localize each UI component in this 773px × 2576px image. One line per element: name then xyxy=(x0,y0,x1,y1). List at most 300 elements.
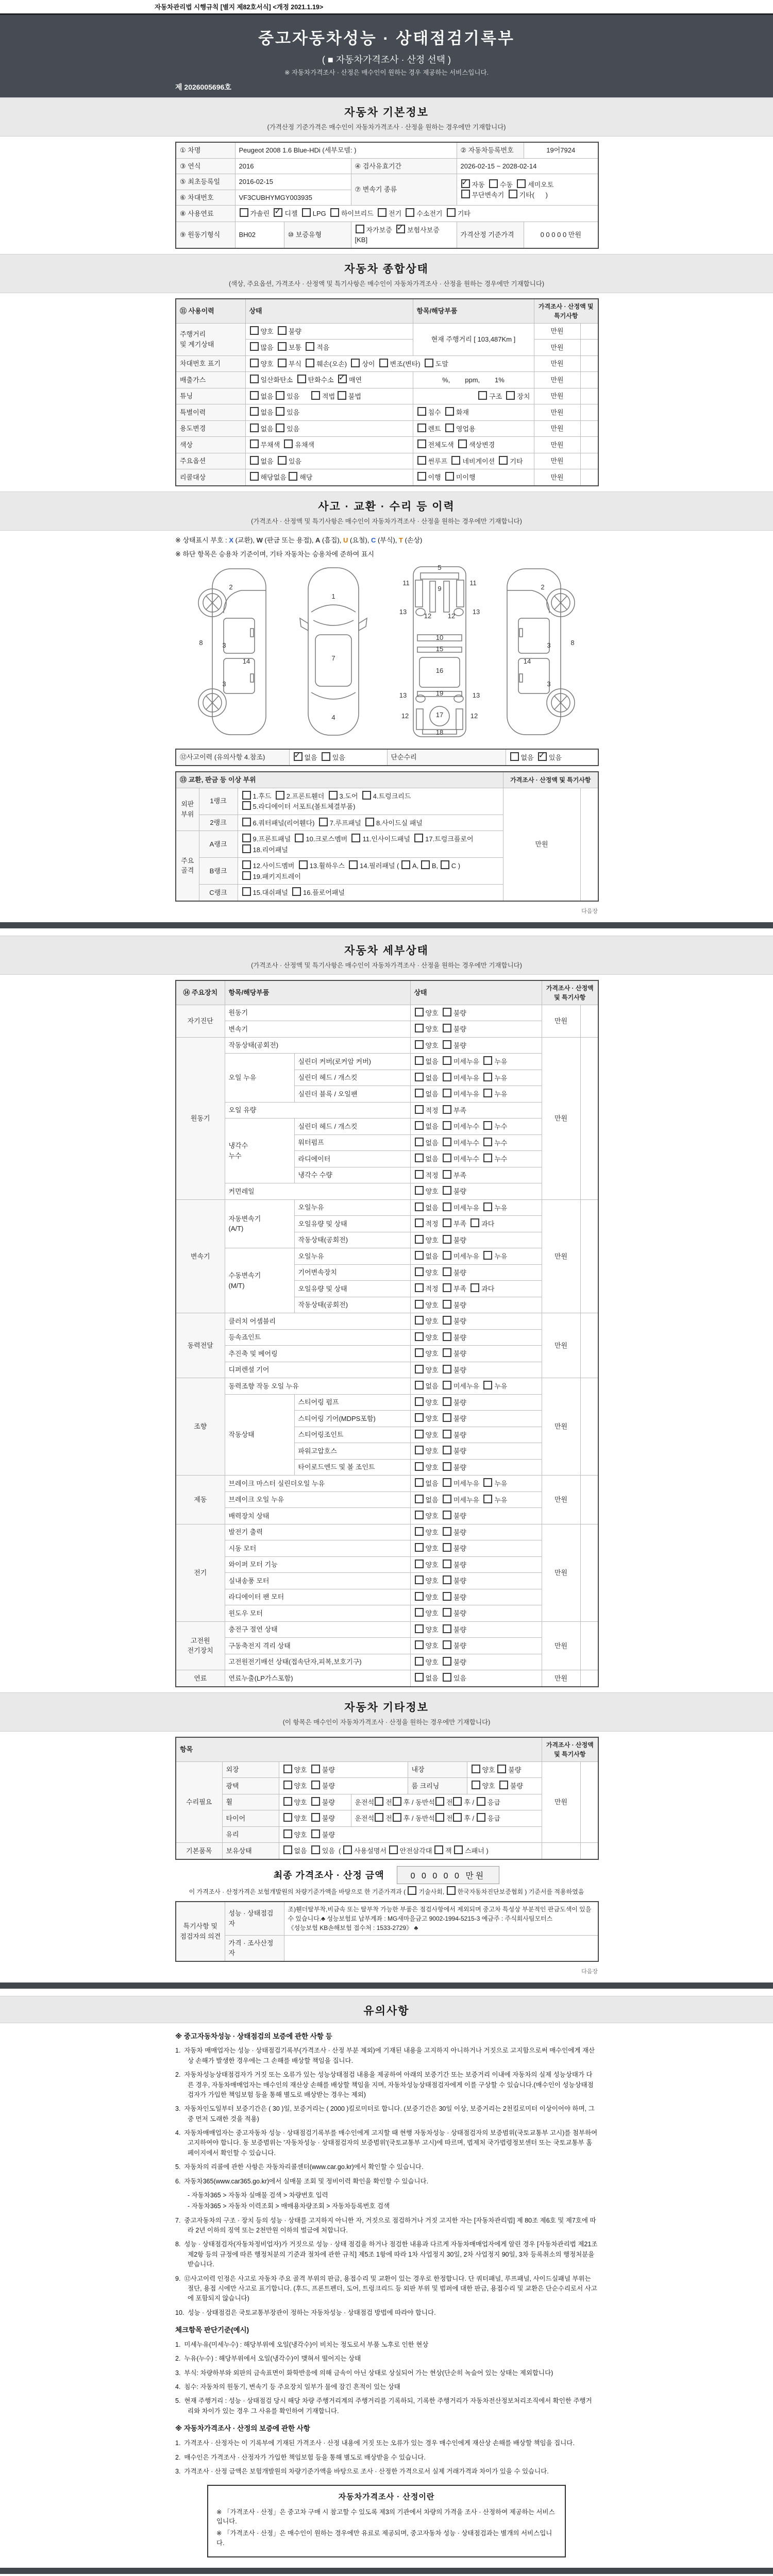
value-cell: 만원 xyxy=(534,469,580,486)
value-cell: 수동변속기 (M/T) xyxy=(225,1248,294,1313)
value-cell: 양호 불량 xyxy=(279,1794,351,1810)
checkbox-unchecked[interactable] xyxy=(250,423,259,432)
panel-number-label: 12 xyxy=(470,711,478,720)
value-cell: ✓ 없음 있음 xyxy=(289,749,387,766)
checkbox-unchecked[interactable] xyxy=(415,1300,424,1309)
checkbox-unchecked[interactable] xyxy=(242,860,251,869)
notice-item: 3. 부식: 차량하부와 외판의 금속표면이 화학반응에 의해 금속이 아닌 상태로 상실되어 가는 현상(단순히 녹슬어 있는 상태는 제외합니다) xyxy=(175,2369,553,2377)
panel-number-label: 10 xyxy=(436,633,444,641)
checkbox-unchecked[interactable] xyxy=(242,844,251,853)
checkbox-unchecked[interactable] xyxy=(415,1527,424,1536)
value-cell: 양호 불량 xyxy=(467,1778,542,1794)
checkbox-unchecked[interactable] xyxy=(240,208,248,217)
row-label-cell: C랭크 xyxy=(199,885,238,901)
checkbox-unchecked[interactable] xyxy=(322,752,330,761)
checkbox-unchecked[interactable] xyxy=(415,1511,424,1519)
checkbox-unchecked[interactable] xyxy=(454,1845,463,1854)
table-row xyxy=(176,1573,598,1589)
checkbox-unchecked[interactable] xyxy=(497,1765,506,1773)
checkbox-unchecked[interactable] xyxy=(417,407,426,416)
checkbox-unchecked[interactable] xyxy=(443,1511,451,1519)
checkbox-unchecked[interactable] xyxy=(443,1657,451,1666)
checkbox-unchecked[interactable] xyxy=(489,179,498,188)
checkbox-unchecked[interactable] xyxy=(250,342,259,351)
checkbox-unchecked[interactable] xyxy=(443,1170,451,1179)
checkbox-unchecked[interactable] xyxy=(443,1413,451,1422)
value-cell: 파워고압호스 xyxy=(294,1443,410,1460)
checkbox-unchecked[interactable] xyxy=(415,1365,424,1374)
checkbox-unchecked[interactable] xyxy=(415,1316,424,1325)
checkbox-unchecked[interactable] xyxy=(393,1813,401,1822)
checkbox-unchecked[interactable] xyxy=(415,1056,424,1065)
value-cell xyxy=(580,1476,598,1524)
table-row xyxy=(176,1508,598,1524)
checkbox-unchecked[interactable] xyxy=(415,1105,424,1114)
checkbox-unchecked[interactable] xyxy=(278,342,287,351)
checkbox-unchecked[interactable] xyxy=(242,791,251,800)
checkbox-unchecked[interactable] xyxy=(443,1073,451,1081)
value-cell xyxy=(580,388,598,404)
checkbox-unchecked[interactable] xyxy=(443,1397,451,1406)
checkbox-unchecked[interactable] xyxy=(443,1267,451,1276)
checkbox-unchecked[interactable] xyxy=(443,1673,451,1682)
checkbox-unchecked[interactable] xyxy=(276,423,284,432)
checkbox-unchecked[interactable] xyxy=(311,1845,320,1854)
checkbox-unchecked[interactable] xyxy=(415,1413,424,1422)
checkbox-checked[interactable] xyxy=(274,208,282,217)
checkbox-unchecked[interactable] xyxy=(351,359,360,367)
checkbox-unchecked[interactable] xyxy=(330,208,339,217)
checkbox-unchecked[interactable] xyxy=(443,1089,451,1097)
checkbox-unchecked[interactable] xyxy=(435,1797,444,1806)
checkbox-unchecked[interactable] xyxy=(425,359,433,367)
checkbox-unchecked[interactable] xyxy=(415,1040,424,1049)
checkbox-unchecked[interactable] xyxy=(276,407,284,416)
checkbox-unchecked[interactable] xyxy=(445,472,454,481)
checkbox-unchecked[interactable] xyxy=(311,1829,320,1838)
checkbox-unchecked[interactable] xyxy=(509,190,517,198)
checkbox-unchecked[interactable] xyxy=(415,1154,424,1162)
checkbox-unchecked[interactable] xyxy=(415,1673,424,1682)
checkbox-unchecked[interactable] xyxy=(443,1251,451,1260)
checkbox-unchecked[interactable] xyxy=(445,407,454,416)
checkbox-unchecked[interactable] xyxy=(415,1608,424,1617)
checkbox-unchecked[interactable] xyxy=(483,1121,492,1130)
checkbox-unchecked[interactable] xyxy=(443,1154,451,1162)
checkbox-unchecked[interactable] xyxy=(349,860,358,869)
checkbox-unchecked[interactable] xyxy=(338,391,346,400)
row-label-cell: 자기진단 xyxy=(176,1005,225,1037)
checkbox-unchecked[interactable] xyxy=(250,456,259,465)
checkbox-unchecked[interactable] xyxy=(451,456,460,465)
checkbox-unchecked[interactable] xyxy=(447,208,456,217)
checkbox-unchecked[interactable] xyxy=(443,1008,451,1016)
checkbox-checked[interactable] xyxy=(538,752,547,761)
row-label-cell: ⑨ 원동기형식 xyxy=(176,222,235,248)
checkbox-unchecked[interactable] xyxy=(242,818,251,826)
value-cell: 양호 불량 xyxy=(410,1540,542,1557)
checkbox-unchecked[interactable] xyxy=(477,1813,485,1822)
checkbox-unchecked[interactable] xyxy=(443,1218,451,1227)
checkbox-unchecked[interactable] xyxy=(415,1430,424,1438)
checkbox-unchecked[interactable] xyxy=(365,818,374,826)
checkbox-unchecked[interactable] xyxy=(506,391,515,400)
checkbox-unchecked[interactable] xyxy=(443,1121,451,1130)
checkbox-unchecked[interactable] xyxy=(470,1218,479,1227)
checkbox-unchecked[interactable] xyxy=(283,1765,292,1773)
checkbox-unchecked[interactable] xyxy=(499,456,508,465)
checkbox-unchecked[interactable] xyxy=(292,887,301,896)
panel-number-label: 3 xyxy=(222,680,226,688)
checkbox-unchecked[interactable] xyxy=(283,1845,292,1854)
notice-list-1 xyxy=(175,2046,598,2318)
checkbox-unchecked[interactable] xyxy=(242,834,251,842)
value-cell: 양호 불량 xyxy=(410,1264,542,1281)
column-header-cell: 가격조사 · 산정액 및 특기사항 xyxy=(542,1737,598,1762)
checkbox-unchecked[interactable] xyxy=(443,1575,451,1584)
checkbox-unchecked[interactable] xyxy=(378,208,386,217)
checkbox-unchecked[interactable] xyxy=(415,1446,424,1454)
checkbox-unchecked[interactable] xyxy=(415,1348,424,1357)
checkbox-unchecked[interactable] xyxy=(483,1251,492,1260)
checkbox-unchecked[interactable] xyxy=(470,1283,479,1292)
checkbox-unchecked[interactable] xyxy=(289,472,297,481)
checkbox-unchecked[interactable] xyxy=(415,1575,424,1584)
checkbox-unchecked[interactable] xyxy=(329,791,338,800)
checkbox-unchecked[interactable] xyxy=(417,456,426,465)
row-label-cell: 내장 xyxy=(408,1761,467,1778)
value-cell: 라디에이터 팬 모터 xyxy=(225,1589,410,1605)
value-cell: 등속죠인트 xyxy=(225,1329,410,1346)
checkbox-unchecked[interactable] xyxy=(415,1657,424,1666)
value-cell: 스티어링조인트 xyxy=(294,1427,410,1443)
checkbox-unchecked[interactable] xyxy=(283,1829,292,1838)
checkbox-unchecked[interactable] xyxy=(477,1797,485,1806)
checkbox-unchecked[interactable] xyxy=(415,1640,424,1649)
panel-number-label: 15 xyxy=(436,645,444,653)
checkbox-unchecked[interactable] xyxy=(356,225,364,233)
checkbox-unchecked[interactable] xyxy=(406,208,414,217)
column-header-cell: 가격조사 · 산정액 및 특기사항 xyxy=(534,299,598,324)
checkbox-unchecked[interactable] xyxy=(510,752,519,761)
checkbox-unchecked[interactable] xyxy=(483,1202,492,1211)
checkbox-unchecked[interactable] xyxy=(443,1381,451,1389)
checkbox-unchecked[interactable] xyxy=(306,342,314,351)
checkbox-unchecked[interactable] xyxy=(445,423,454,432)
checkbox-unchecked[interactable] xyxy=(415,1202,424,1211)
value-cell: 양호 불량 xyxy=(410,1297,542,1313)
form-reference: 자동차관리법 시행규칙 [별지 제82호서식] <개정 2021.1.19> xyxy=(0,0,773,15)
checkbox-unchecked[interactable] xyxy=(415,1121,424,1130)
value-cell: 추진축 및 베어링 xyxy=(225,1346,410,1362)
table-row xyxy=(176,1556,598,1573)
checkbox-unchecked[interactable] xyxy=(250,439,259,448)
checkbox-unchecked[interactable] xyxy=(517,179,526,188)
row-label-cell: ③ 연식 xyxy=(176,158,235,174)
checkbox-unchecked[interactable] xyxy=(443,1186,451,1195)
final-price-label: 최종 가격조사 · 산정 금액 xyxy=(273,1870,384,1880)
checkbox-unchecked[interactable] xyxy=(242,871,251,880)
value-cell: 운전석 전 후 / 동반석 전 후 / 응급 xyxy=(351,1794,542,1810)
checkbox-unchecked[interactable] xyxy=(483,1056,492,1065)
value-cell: 양호 부식 훼손(오손) 상이 변조(변타) 도말 xyxy=(245,355,534,372)
panel-number-label: 11 xyxy=(402,579,410,587)
checkbox-unchecked[interactable] xyxy=(242,801,251,810)
checkbox-unchecked[interactable] xyxy=(276,791,284,800)
checkbox-unchecked[interactable] xyxy=(362,791,371,800)
checkbox-unchecked[interactable] xyxy=(443,1592,451,1601)
value-cell: 양호 불량 xyxy=(410,1037,542,1054)
checkbox-unchecked[interactable] xyxy=(443,1332,451,1341)
checkbox-unchecked[interactable] xyxy=(443,1527,451,1536)
checkbox-unchecked[interactable] xyxy=(415,1089,424,1097)
checkbox-unchecked[interactable] xyxy=(278,359,287,367)
panel-number-label: 9 xyxy=(438,584,442,592)
checkbox-unchecked[interactable] xyxy=(401,860,410,869)
notice-list-3 xyxy=(175,2438,598,2477)
checkbox-unchecked[interactable] xyxy=(434,1845,443,1854)
checkbox-unchecked[interactable] xyxy=(443,1056,451,1065)
checkbox-unchecked[interactable] xyxy=(461,190,470,198)
checkbox-unchecked[interactable] xyxy=(311,1765,320,1773)
checkbox-unchecked[interactable] xyxy=(250,391,259,400)
value-cell: 스티어링 펌프 xyxy=(294,1394,410,1411)
checkbox-unchecked[interactable] xyxy=(415,1170,424,1179)
checkbox-unchecked[interactable] xyxy=(250,375,259,383)
row-label-cell: 2랭크 xyxy=(199,815,238,831)
checkbox-unchecked[interactable] xyxy=(415,1283,424,1292)
etc-info-table xyxy=(175,1737,598,1860)
info-box-line: ※ 「가격조사 · 산정」은 매수인이 원하는 경우에만 유료로 제공되며, 중고자동차 성능 · 상태점검과는 별개의 서비스입니다. xyxy=(216,2530,552,2547)
checkbox-checked[interactable] xyxy=(461,179,470,188)
checkbox-checked[interactable] xyxy=(338,375,347,383)
checkbox-unchecked[interactable] xyxy=(443,1300,451,1309)
checkbox-unchecked[interactable] xyxy=(447,1886,456,1895)
checkbox-unchecked[interactable] xyxy=(443,1348,451,1357)
checkbox-unchecked[interactable] xyxy=(283,1813,292,1822)
row-label-cell: 변속기 xyxy=(176,1199,225,1313)
table-row xyxy=(176,1605,598,1622)
checkbox-unchecked[interactable] xyxy=(421,860,430,869)
table-row xyxy=(176,772,598,788)
checkbox-unchecked[interactable] xyxy=(408,1886,416,1895)
panel-number-label: 11 xyxy=(469,579,477,587)
checkbox-unchecked[interactable] xyxy=(499,1781,508,1789)
checkbox-unchecked[interactable] xyxy=(443,1235,451,1244)
checkbox-unchecked[interactable] xyxy=(443,1560,451,1568)
checkbox-unchecked[interactable] xyxy=(284,439,293,448)
value-cell: 양호 불량 xyxy=(410,1427,542,1443)
checkbox-unchecked[interactable] xyxy=(415,1543,424,1552)
checkbox-unchecked[interactable] xyxy=(415,1560,424,1568)
value-cell: 6.쿼터패널(리어휀다) 7.루프패널 8.사이드실 패널 xyxy=(238,815,503,831)
checkbox-unchecked[interactable] xyxy=(250,359,259,367)
checkbox-unchecked[interactable] xyxy=(311,1781,320,1789)
row-label-cell: 용도변경 xyxy=(176,420,245,437)
table-row xyxy=(176,1394,598,1411)
checkbox-unchecked[interactable] xyxy=(375,1797,383,1806)
notice-item: 2. 누유(누수) : 해당부위에서 오일(냉각수)이 맺혀서 떨어지는 상태 xyxy=(175,2355,361,2363)
checkbox-unchecked[interactable] xyxy=(417,439,426,448)
checkbox-unchecked[interactable] xyxy=(483,1154,492,1162)
value-cell: 양호 불량 xyxy=(410,1459,542,1476)
row-label-cell: 특별이력 xyxy=(176,404,245,421)
checkbox-unchecked[interactable] xyxy=(443,1024,451,1032)
checkbox-unchecked[interactable] xyxy=(250,472,259,481)
checkbox-unchecked[interactable] xyxy=(306,359,314,367)
value-cell: 커먼레일 xyxy=(225,1183,410,1200)
checkbox-unchecked[interactable] xyxy=(299,860,308,869)
checkbox-unchecked[interactable] xyxy=(483,1478,492,1487)
checkbox-unchecked[interactable] xyxy=(435,1813,444,1822)
checkbox-unchecked[interactable] xyxy=(295,834,304,842)
value-cell: 만원 xyxy=(542,1524,580,1621)
checkbox-unchecked[interactable] xyxy=(443,1105,451,1114)
checkbox-unchecked[interactable] xyxy=(375,1813,383,1822)
checkbox-unchecked[interactable] xyxy=(472,1765,480,1773)
checkbox-unchecked[interactable] xyxy=(278,326,287,335)
checkbox-unchecked[interactable] xyxy=(443,1430,451,1438)
checkbox-unchecked[interactable] xyxy=(443,1138,451,1146)
row-label-cell: 주요옵션 xyxy=(176,453,245,469)
checkbox-unchecked[interactable] xyxy=(443,1202,451,1211)
value-cell: 9.프론트패널 10.크로스멤버 11.인사이드패널 17.트렁크플로어 18.리어패널 xyxy=(238,831,503,858)
checkbox-unchecked[interactable] xyxy=(453,1797,462,1806)
section-basic-note: (가격산정 기준가격은 매수인이 자동차가격조사 · 산정을 원하는 경우에만 기재합니다) xyxy=(267,124,506,131)
checkbox-unchecked[interactable] xyxy=(483,1073,492,1081)
checkbox-unchecked[interactable] xyxy=(415,1624,424,1633)
checkbox-unchecked[interactable] xyxy=(443,1495,451,1503)
checkbox-unchecked[interactable] xyxy=(441,860,449,869)
checkbox-unchecked[interactable] xyxy=(415,1008,424,1016)
checkbox-unchecked[interactable] xyxy=(443,1478,451,1487)
panel-number-label: 13 xyxy=(399,691,407,699)
section-accident-title: 사고 · 교환 · 수리 등 이력 xyxy=(318,500,455,513)
checkbox-unchecked[interactable] xyxy=(302,208,311,217)
checkbox-unchecked[interactable] xyxy=(278,456,287,465)
checkbox-unchecked[interactable] xyxy=(443,1316,451,1325)
value-cell: 양호 불량 xyxy=(410,1589,542,1605)
value-cell: 없음 미세누유 누유 xyxy=(410,1492,542,1508)
checkbox-unchecked[interactable] xyxy=(472,1781,480,1789)
checkbox-unchecked[interactable] xyxy=(311,1797,320,1806)
checkbox-unchecked[interactable] xyxy=(415,1495,424,1503)
checkbox-unchecked[interactable] xyxy=(443,1624,451,1633)
checkbox-unchecked[interactable] xyxy=(276,391,284,400)
checkbox-unchecked[interactable] xyxy=(483,1381,492,1389)
checkbox-unchecked[interactable] xyxy=(351,834,360,842)
row-label-cell: 차대번호 표기 xyxy=(176,355,245,372)
value-cell: 양호 불량 xyxy=(245,323,413,340)
checkbox-unchecked[interactable] xyxy=(415,1397,424,1406)
table-row xyxy=(176,1737,598,1762)
checkbox-checked[interactable] xyxy=(294,752,303,761)
checkbox-unchecked[interactable] xyxy=(443,1640,451,1649)
checkbox-unchecked[interactable] xyxy=(311,391,320,400)
value-cell: 양호 불량 xyxy=(410,1183,542,1200)
checkbox-unchecked[interactable] xyxy=(453,1813,462,1822)
checkbox-unchecked[interactable] xyxy=(443,1462,451,1471)
value-cell: 양호 불량 xyxy=(410,1605,542,1622)
checkbox-unchecked[interactable] xyxy=(483,1089,492,1097)
checkbox-unchecked[interactable] xyxy=(443,1608,451,1617)
checkbox-unchecked[interactable] xyxy=(283,1797,292,1806)
checkbox-unchecked[interactable] xyxy=(379,359,388,367)
checkbox-unchecked[interactable] xyxy=(458,439,467,448)
checkbox-unchecked[interactable] xyxy=(283,1781,292,1789)
checkbox-unchecked[interactable] xyxy=(478,391,487,400)
checkbox-unchecked[interactable] xyxy=(415,1478,424,1487)
checkbox-unchecked[interactable] xyxy=(297,375,306,383)
row-label-cell: 색상 xyxy=(176,437,245,453)
checkbox-unchecked[interactable] xyxy=(389,1845,398,1854)
value-cell xyxy=(580,788,598,901)
checkbox-unchecked[interactable] xyxy=(415,1235,424,1244)
checkbox-unchecked[interactable] xyxy=(415,1138,424,1146)
checkbox-unchecked[interactable] xyxy=(414,834,423,842)
value-cell: 윈도우 모터 xyxy=(225,1605,410,1622)
value-cell: ✓자동 수동 세미오토 무단변속기 기타( ) xyxy=(457,174,598,206)
checkbox-unchecked[interactable] xyxy=(415,1332,424,1341)
panel-number-label: 13 xyxy=(399,607,407,616)
value-cell: 2016-02-15 xyxy=(235,174,351,190)
checkbox-unchecked[interactable] xyxy=(415,1024,424,1032)
row-label-cell: 동력전달 xyxy=(176,1313,225,1378)
checkbox-unchecked[interactable] xyxy=(417,423,426,432)
checkbox-unchecked[interactable] xyxy=(443,1365,451,1374)
value-cell: 양호 불량 xyxy=(279,1826,542,1843)
checkbox-unchecked[interactable] xyxy=(319,818,328,826)
value-cell: 12.사이드멤버 13.휠하우스 14.필러패널 ( A, B, C ) 19.패키지트레이 xyxy=(238,858,503,885)
checkbox-unchecked[interactable] xyxy=(393,1797,401,1806)
checkbox-unchecked[interactable] xyxy=(250,407,259,416)
checkbox-unchecked[interactable] xyxy=(443,1446,451,1454)
checkbox-unchecked[interactable] xyxy=(311,1813,320,1822)
checkbox-unchecked[interactable] xyxy=(417,472,426,481)
checkbox-unchecked[interactable] xyxy=(415,1381,424,1389)
notice-item: 3. 가격조사 · 산정 금액은 보험개발원의 차량기준가액을 바탕으로 조사 · 산정한 가격으로서 실제 거래가격과 차이가 있을 수 있습니다. xyxy=(175,2467,549,2475)
checkbox-unchecked[interactable] xyxy=(483,1495,492,1503)
checkbox-unchecked[interactable] xyxy=(415,1218,424,1227)
value-cell xyxy=(542,1843,580,1859)
section-notice-title: 유의사항 xyxy=(363,2005,410,2017)
checkbox-unchecked[interactable] xyxy=(483,1138,492,1146)
checkbox-unchecked[interactable] xyxy=(415,1592,424,1601)
checkbox-unchecked[interactable] xyxy=(443,1040,451,1049)
value-cell: 2016 xyxy=(235,158,351,174)
value-cell: 침수 화재 xyxy=(413,404,534,421)
checkbox-unchecked[interactable] xyxy=(443,1543,451,1552)
checkbox-unchecked[interactable] xyxy=(415,1073,424,1081)
checkbox-unchecked[interactable] xyxy=(415,1251,424,1260)
checkbox-unchecked[interactable] xyxy=(343,1845,352,1854)
checkbox-unchecked[interactable] xyxy=(415,1267,424,1276)
damage-code-legend: ※ 상태표시 부호 : X (교환), W (판금 또는 용접), A (흠집), U (요철), C (부식), T (손상) xyxy=(175,536,423,544)
section-basic-header xyxy=(0,97,773,137)
checkbox-unchecked[interactable] xyxy=(242,887,251,896)
table-row xyxy=(176,1935,598,1961)
value-cell: 만원 xyxy=(542,1621,580,1670)
checkbox-unchecked[interactable] xyxy=(250,326,259,335)
value-cell: 와이퍼 모터 기능 xyxy=(225,1556,410,1573)
notice-item: 2. 매수인은 가격조사 · 산정자가 가입한 책임보험 등을 통해 별도로 배상받을 수 있습니다. xyxy=(175,2453,426,2461)
checkbox-checked[interactable] xyxy=(396,225,405,233)
value-cell: 적정 부족 과다 xyxy=(410,1216,542,1232)
checkbox-unchecked[interactable] xyxy=(443,1283,451,1292)
checkbox-unchecked[interactable] xyxy=(415,1462,424,1471)
row-label-cell: 단순수리 xyxy=(387,749,506,766)
checkbox-unchecked[interactable] xyxy=(415,1186,424,1195)
